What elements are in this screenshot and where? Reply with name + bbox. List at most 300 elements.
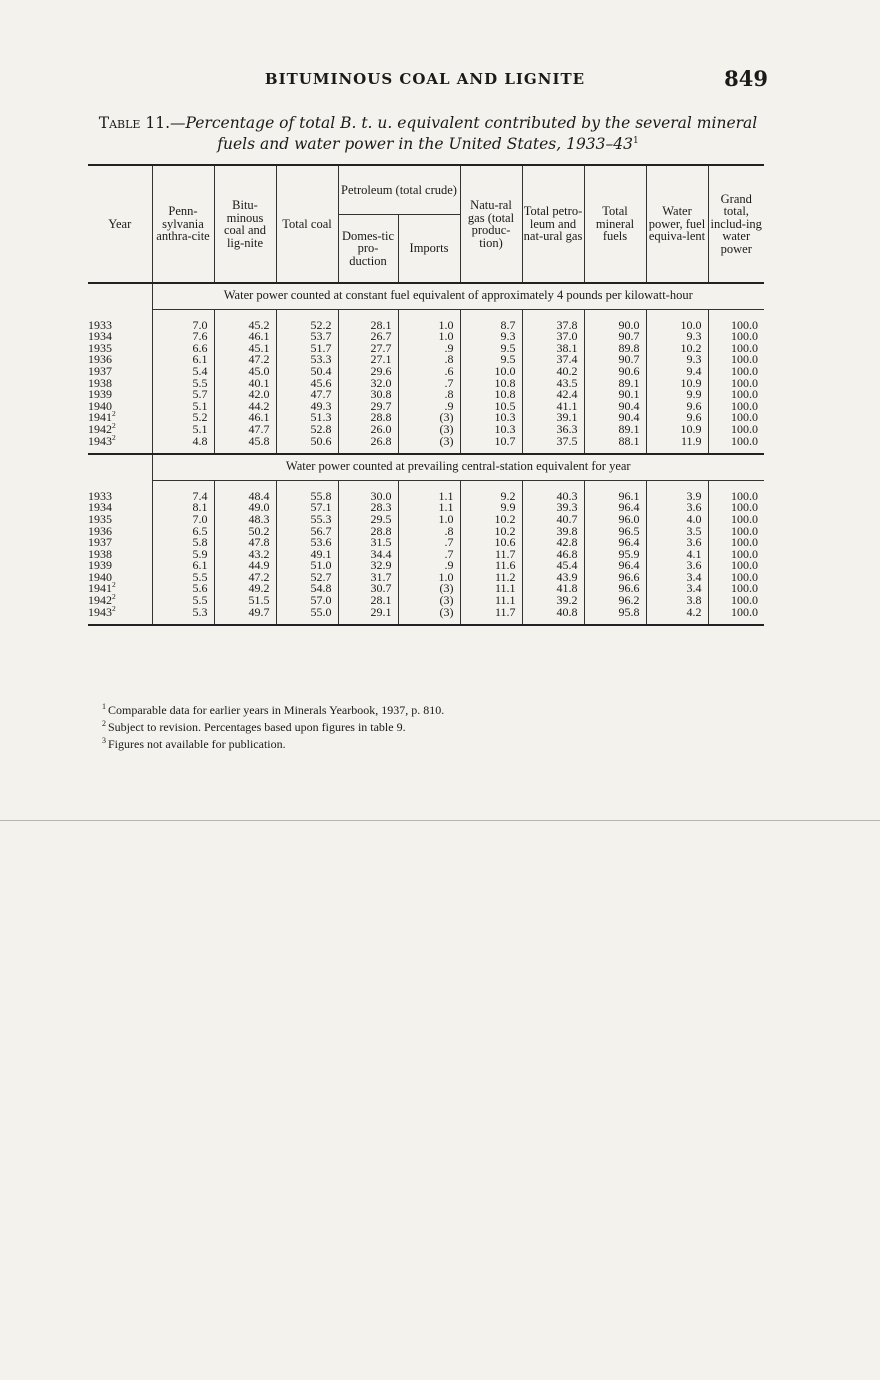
table-row bbox=[88, 401, 764, 413]
row-year-label: 1933 bbox=[88, 317, 112, 332]
table-cell: 49.2 bbox=[214, 583, 276, 595]
table-cell: 1.0 bbox=[398, 572, 460, 584]
table-cell: 55.3 bbox=[276, 514, 338, 526]
table-row bbox=[88, 514, 764, 526]
table-row bbox=[88, 320, 764, 332]
footnotes bbox=[102, 700, 702, 751]
footnote bbox=[102, 734, 702, 751]
table-cell: 43.9 bbox=[522, 572, 584, 584]
table-cell: 53.6 bbox=[276, 537, 338, 549]
table-cell: 37.0 bbox=[522, 331, 584, 343]
table-cell: 96.6 bbox=[584, 583, 646, 595]
section-heading-spacer bbox=[88, 283, 152, 309]
row-year-label: 1939 bbox=[88, 387, 112, 402]
table-cell: 88.1 bbox=[584, 436, 646, 448]
table-cell: 11.2 bbox=[460, 572, 522, 584]
section-heading: Water power counted at constant fuel equivalent of approximately 4 pounds per kilowatt-hour bbox=[152, 283, 764, 309]
table-cell: 96.4 bbox=[584, 560, 646, 572]
row-year-label: 1938 bbox=[88, 375, 112, 390]
table-cell: (3) bbox=[398, 436, 460, 448]
table-cell: 30.0 bbox=[338, 491, 398, 503]
table-cell: 48.3 bbox=[214, 514, 276, 526]
table-cell: 89.8 bbox=[584, 343, 646, 355]
table-row bbox=[88, 502, 764, 514]
table-cell: 11.9 bbox=[646, 436, 708, 448]
table-cell: 100.0 bbox=[731, 593, 758, 608]
table-cell: 5.4 bbox=[152, 366, 214, 378]
table-cell: 41.1 bbox=[522, 401, 584, 413]
table-cell: 6.1 bbox=[152, 560, 214, 572]
row-year-label: 1933 bbox=[88, 488, 112, 503]
table-cell: 100.0 bbox=[731, 535, 758, 550]
table-row bbox=[88, 583, 764, 595]
table-cell: 28.1 bbox=[338, 320, 398, 332]
table-cell: 49.0 bbox=[214, 502, 276, 514]
table-cell: 8.7 bbox=[460, 320, 522, 332]
table-cell: 26.8 bbox=[338, 436, 398, 448]
table-cell: 100.0 bbox=[731, 387, 758, 402]
table-cell: 37.5 bbox=[522, 436, 584, 448]
table-cell: 5.3 bbox=[152, 607, 214, 619]
footnote-text: Figures not available for publication. bbox=[108, 737, 286, 751]
table-cell: 37.4 bbox=[522, 354, 584, 366]
table-cell: 1.0 bbox=[398, 514, 460, 526]
table-cell: 100.0 bbox=[731, 433, 758, 448]
row-year-label: 1935 bbox=[88, 511, 112, 526]
table-cell: 3.5 bbox=[646, 526, 708, 538]
table-cell: .7 bbox=[398, 537, 460, 549]
table-cell: 11.7 bbox=[460, 607, 522, 619]
table-cell: 100.0 bbox=[731, 500, 758, 515]
row-year-label: 1937 bbox=[88, 535, 112, 550]
table-cell: 5.1 bbox=[152, 424, 214, 436]
table-cell: 7.6 bbox=[152, 331, 214, 343]
col-header-water-power: Water power, fuel equiva-lent bbox=[646, 165, 708, 283]
row-footnote-mark: 2 bbox=[112, 603, 116, 613]
table-cell: 11.7 bbox=[460, 549, 522, 561]
table-cell: 42.4 bbox=[522, 389, 584, 401]
table-cell: 30.7 bbox=[338, 583, 398, 595]
footnote-text: Subject to revision. Percentages based upon figures in table 9. bbox=[108, 720, 406, 734]
row-footnote-mark: 2 bbox=[112, 409, 116, 419]
table-cell: 3.6 bbox=[646, 560, 708, 572]
row-year-label: 1941 bbox=[88, 410, 112, 425]
table-row bbox=[88, 607, 764, 619]
table-cell: 100.0 bbox=[731, 340, 758, 355]
row-year-label: 1939 bbox=[88, 558, 112, 573]
table-cell: 40.3 bbox=[522, 491, 584, 503]
table-cell: 96.5 bbox=[584, 526, 646, 538]
table-cell: 89.1 bbox=[584, 378, 646, 390]
table-cell: 89.1 bbox=[584, 424, 646, 436]
table-cell: 26.0 bbox=[338, 424, 398, 436]
table-cell: 10.6 bbox=[460, 537, 522, 549]
table-cell: 10.8 bbox=[460, 389, 522, 401]
table-cell: 46.1 bbox=[214, 412, 276, 424]
table-cell: 100.0 bbox=[731, 569, 758, 584]
table-cell: 55.8 bbox=[276, 491, 338, 503]
row-year-label: 1935 bbox=[88, 340, 112, 355]
table-cell: 100.0 bbox=[731, 558, 758, 573]
col-header-anthracite: Penn-sylvania anthra-cite bbox=[152, 165, 214, 283]
table-cell: 5.6 bbox=[152, 583, 214, 595]
table-row bbox=[88, 378, 764, 390]
table-cell: 10.7 bbox=[460, 436, 522, 448]
table-cell: 26.7 bbox=[338, 331, 398, 343]
table-row bbox=[88, 331, 764, 343]
table-cell: 100.0 bbox=[731, 410, 758, 425]
table-cell: 38.1 bbox=[522, 343, 584, 355]
table-row bbox=[88, 424, 764, 436]
row-year-label: 1940 bbox=[88, 398, 112, 413]
table-cell: 11.1 bbox=[460, 595, 522, 607]
table-cell: 27.1 bbox=[338, 354, 398, 366]
table-cell: .8 bbox=[398, 526, 460, 538]
table-row bbox=[88, 526, 764, 538]
table-cell: 27.7 bbox=[338, 343, 398, 355]
table-cell: 52.7 bbox=[276, 572, 338, 584]
row-year-label: 1940 bbox=[88, 569, 112, 584]
table-cell: .9 bbox=[398, 343, 460, 355]
table-cell: 52.8 bbox=[276, 424, 338, 436]
table-cell: 39.3 bbox=[522, 502, 584, 514]
table-cell: 9.2 bbox=[460, 491, 522, 503]
table-cell: 90.4 bbox=[584, 401, 646, 413]
table-cell: 10.3 bbox=[460, 412, 522, 424]
table-cell: 90.6 bbox=[584, 366, 646, 378]
table-row bbox=[88, 491, 764, 503]
table-cell: 46.1 bbox=[214, 331, 276, 343]
table-cell: 55.0 bbox=[276, 607, 338, 619]
table-body bbox=[88, 283, 764, 625]
page-fold-line bbox=[0, 820, 880, 821]
table-cell: 42.0 bbox=[214, 389, 276, 401]
table-cell: 4.0 bbox=[646, 514, 708, 526]
table-cell: 3.6 bbox=[646, 537, 708, 549]
table-cell: 41.8 bbox=[522, 583, 584, 595]
table-cell: 45.2 bbox=[214, 320, 276, 332]
table-cell: 90.4 bbox=[584, 412, 646, 424]
table-row bbox=[88, 412, 764, 424]
table-row bbox=[88, 537, 764, 549]
table-cell: (3) bbox=[398, 424, 460, 436]
table-cell: 100.0 bbox=[731, 421, 758, 436]
table-cell: 90.7 bbox=[584, 331, 646, 343]
table-cell: 45.6 bbox=[276, 378, 338, 390]
table-cell: .8 bbox=[398, 354, 460, 366]
table-cell: 45.0 bbox=[214, 366, 276, 378]
row-year-label: 1942 bbox=[88, 421, 112, 436]
table-cell: 50.6 bbox=[276, 436, 338, 448]
table-cell: 96.6 bbox=[584, 572, 646, 584]
table-cell: 100.0 bbox=[731, 363, 758, 378]
table-cell: 95.8 bbox=[584, 607, 646, 619]
table-cell: 9.3 bbox=[460, 331, 522, 343]
footnote-text: Comparable data for earlier years in Minerals Yearbook, 1937, p. 810. bbox=[108, 703, 445, 717]
col-header-total-mineral: Total mineral fuels bbox=[584, 165, 646, 283]
table-cell: 51.3 bbox=[276, 412, 338, 424]
table-cell: .9 bbox=[398, 401, 460, 413]
table-cell: 100.0 bbox=[731, 352, 758, 367]
table-cell: 1.0 bbox=[398, 331, 460, 343]
table-row bbox=[88, 595, 764, 607]
table-cell: 5.5 bbox=[152, 378, 214, 390]
table-row bbox=[88, 389, 764, 401]
table-cell: .7 bbox=[398, 378, 460, 390]
section-heading-spacer bbox=[88, 454, 152, 480]
table-cell: 45.1 bbox=[214, 343, 276, 355]
table-cell: 100.0 bbox=[731, 317, 758, 332]
table-row bbox=[88, 549, 764, 561]
table-cell: 46.8 bbox=[522, 549, 584, 561]
table-cell: 5.2 bbox=[152, 412, 214, 424]
table-cell: 100.0 bbox=[731, 604, 758, 619]
table-cell: 39.1 bbox=[522, 412, 584, 424]
table-row bbox=[88, 354, 764, 366]
table-cell: 3.9 bbox=[646, 491, 708, 503]
table-cell: 11.1 bbox=[460, 583, 522, 595]
table-cell: 4.1 bbox=[646, 549, 708, 561]
table-cell: 7.0 bbox=[152, 320, 214, 332]
row-year bbox=[88, 603, 152, 619]
table-cell: 9.9 bbox=[460, 502, 522, 514]
table-cell: 5.1 bbox=[152, 401, 214, 413]
col-header-year: Year bbox=[88, 165, 152, 283]
table-cell: 30.8 bbox=[338, 389, 398, 401]
table-cell: 28.8 bbox=[338, 412, 398, 424]
table-cell: 44.9 bbox=[214, 560, 276, 572]
table-cell: 10.3 bbox=[460, 424, 522, 436]
table-cell: 100.0 bbox=[731, 581, 758, 596]
row-year-label: 1942 bbox=[88, 593, 112, 608]
col-header-imports: Imports bbox=[398, 215, 460, 284]
table-cell: 29.7 bbox=[338, 401, 398, 413]
table-cell: 10.5 bbox=[460, 401, 522, 413]
footnote-mark: 3 bbox=[102, 736, 106, 745]
table-cell: 6.5 bbox=[152, 526, 214, 538]
table-cell: 57.1 bbox=[276, 502, 338, 514]
table-row bbox=[88, 560, 764, 572]
table-cell: 9.9 bbox=[646, 389, 708, 401]
table-cell: 31.5 bbox=[338, 537, 398, 549]
row-year-label: 1934 bbox=[88, 329, 112, 344]
table-cell: 47.2 bbox=[214, 572, 276, 584]
table-cell: 10.2 bbox=[460, 514, 522, 526]
table-cell: 52.2 bbox=[276, 320, 338, 332]
table-cell: 49.3 bbox=[276, 401, 338, 413]
table-cell: 51.0 bbox=[276, 560, 338, 572]
table-cell: 50.4 bbox=[276, 366, 338, 378]
col-header-natural-gas: Natu-ral gas (total produc-tion) bbox=[460, 165, 522, 283]
table-cell: 90.7 bbox=[584, 354, 646, 366]
table-cell: 36.3 bbox=[522, 424, 584, 436]
row-year-label: 1937 bbox=[88, 363, 112, 378]
table-row bbox=[88, 343, 764, 355]
table-cell: 39.2 bbox=[522, 595, 584, 607]
col-header-bituminous: Bitu-minous coal and lig-nite bbox=[214, 165, 276, 283]
table-cell: .9 bbox=[398, 560, 460, 572]
table-cell: 1.0 bbox=[398, 320, 460, 332]
table-cell: 39.8 bbox=[522, 526, 584, 538]
table-cell: 31.7 bbox=[338, 572, 398, 584]
table-cell: 10.8 bbox=[460, 378, 522, 390]
table-cell: 40.1 bbox=[214, 378, 276, 390]
table-cell: 51.5 bbox=[214, 595, 276, 607]
table-cell: 11.6 bbox=[460, 560, 522, 572]
table-cell: 7.4 bbox=[152, 491, 214, 503]
table-cell: 9.3 bbox=[646, 354, 708, 366]
table-cell: 3.8 bbox=[646, 595, 708, 607]
col-header-petroleum: Petroleum (total crude) bbox=[338, 165, 460, 215]
table-cell: .8 bbox=[398, 389, 460, 401]
table-cell: 32.0 bbox=[338, 378, 398, 390]
table-cell: 28.3 bbox=[338, 502, 398, 514]
col-header-total-coal: Total coal bbox=[276, 165, 338, 283]
table-cell: 9.5 bbox=[460, 354, 522, 366]
table-cell: 28.1 bbox=[338, 595, 398, 607]
table-cell: 44.2 bbox=[214, 401, 276, 413]
row-year-label: 1936 bbox=[88, 523, 112, 538]
table-cell: 96.4 bbox=[584, 537, 646, 549]
table-cell: 53.7 bbox=[276, 331, 338, 343]
table-cell: 51.7 bbox=[276, 343, 338, 355]
table-cell: 6.6 bbox=[152, 343, 214, 355]
table-cell: 10.2 bbox=[460, 526, 522, 538]
table-cell: 6.1 bbox=[152, 354, 214, 366]
table-cell: 53.3 bbox=[276, 354, 338, 366]
table-cell: .6 bbox=[398, 366, 460, 378]
section-heading: Water power counted at prevailing central-station equivalent for year bbox=[152, 454, 764, 480]
table-cell: 34.4 bbox=[338, 549, 398, 561]
table-cell: 96.0 bbox=[584, 514, 646, 526]
row-footnote-mark: 2 bbox=[112, 432, 116, 442]
row-year-label: 1934 bbox=[88, 500, 112, 515]
table-cell: 5.5 bbox=[152, 572, 214, 584]
data-table bbox=[88, 164, 764, 626]
table-cell: 43.2 bbox=[214, 549, 276, 561]
table-cell: (3) bbox=[398, 595, 460, 607]
table-cell: 9.4 bbox=[646, 366, 708, 378]
table-cell: 3.4 bbox=[646, 572, 708, 584]
table-title bbox=[88, 114, 768, 153]
row-year-label: 1941 bbox=[88, 581, 112, 596]
table-cell: 9.6 bbox=[646, 401, 708, 413]
footnote-mark: 1 bbox=[102, 702, 106, 711]
table-cell: 10.2 bbox=[646, 343, 708, 355]
table-cell: (3) bbox=[398, 583, 460, 595]
table-row bbox=[88, 366, 764, 378]
table-cell: 29.5 bbox=[338, 514, 398, 526]
table-cell: 100.0 bbox=[731, 546, 758, 561]
table-cell: 100.0 bbox=[731, 523, 758, 538]
row-year-label: 1943 bbox=[88, 433, 112, 448]
col-header-total-petroleum-gas: Total petro-leum and nat-ural gas bbox=[522, 165, 584, 283]
table-cell: 95.9 bbox=[584, 549, 646, 561]
table-cell: 49.1 bbox=[276, 549, 338, 561]
table-cell: 42.8 bbox=[522, 537, 584, 549]
table-cell: 49.7 bbox=[214, 607, 276, 619]
table-cell: 47.7 bbox=[276, 389, 338, 401]
table-caption-note: 1 bbox=[633, 136, 639, 146]
table-cell: 54.8 bbox=[276, 583, 338, 595]
row-year-label: 1938 bbox=[88, 546, 112, 561]
table-cell: 37.8 bbox=[522, 320, 584, 332]
table-cell: 28.8 bbox=[338, 526, 398, 538]
table-cell: 3.4 bbox=[646, 583, 708, 595]
col-header-grand-total: Grand total, includ-ing water power bbox=[708, 165, 764, 283]
table-cell: 47.7 bbox=[214, 424, 276, 436]
table-cell: 3.6 bbox=[646, 502, 708, 514]
row-footnote-mark: 2 bbox=[112, 592, 116, 602]
table-cell: 50.2 bbox=[214, 526, 276, 538]
footnote-mark: 2 bbox=[102, 719, 106, 728]
table-cell: 10.0 bbox=[460, 366, 522, 378]
table-cell: 57.0 bbox=[276, 595, 338, 607]
table-cell: 7.0 bbox=[152, 514, 214, 526]
table-cell: 29.6 bbox=[338, 366, 398, 378]
table-cell: 48.4 bbox=[214, 491, 276, 503]
table-cell: (3) bbox=[398, 412, 460, 424]
table-cell: 40.8 bbox=[522, 607, 584, 619]
table-cell: 10.0 bbox=[646, 320, 708, 332]
table-cell: 4.2 bbox=[646, 607, 708, 619]
table-cell: 5.8 bbox=[152, 537, 214, 549]
table-caption: —Percentage of total B. t. u. equivalent contributed by the several mineral fuels and water power in the United States, 1933–43 bbox=[170, 114, 758, 154]
table-cell: 43.5 bbox=[522, 378, 584, 390]
table-cell: 9.6 bbox=[646, 412, 708, 424]
table-cell: 40.2 bbox=[522, 366, 584, 378]
table-cell: 47.8 bbox=[214, 537, 276, 549]
table-row bbox=[88, 436, 764, 448]
table-cell: 4.8 bbox=[152, 436, 214, 448]
footnote bbox=[102, 700, 702, 717]
table-cell: (3) bbox=[398, 607, 460, 619]
table-cell: 47.2 bbox=[214, 354, 276, 366]
row-footnote-mark: 2 bbox=[112, 580, 116, 590]
table-cell: 45.8 bbox=[214, 436, 276, 448]
row-year bbox=[88, 432, 152, 448]
table-cell: 5.5 bbox=[152, 595, 214, 607]
table-cell: 90.1 bbox=[584, 389, 646, 401]
table-label: Table 11. bbox=[98, 114, 171, 132]
footnote bbox=[102, 717, 702, 734]
table-cell: 100.0 bbox=[731, 329, 758, 344]
table-cell: 5.7 bbox=[152, 389, 214, 401]
table-cell: 56.7 bbox=[276, 526, 338, 538]
table-cell: 10.9 bbox=[646, 378, 708, 390]
table-cell: 32.9 bbox=[338, 560, 398, 572]
table-cell: 29.1 bbox=[338, 607, 398, 619]
page-number: 849 bbox=[724, 66, 768, 91]
table-cell: 96.2 bbox=[584, 595, 646, 607]
row-year-label: 1936 bbox=[88, 352, 112, 367]
running-head: BITUMINOUS COAL AND LIGNITE bbox=[264, 70, 586, 88]
row-footnote-mark: 2 bbox=[112, 420, 116, 430]
table-cell: 9.3 bbox=[646, 331, 708, 343]
table-cell: 5.9 bbox=[152, 549, 214, 561]
table-cell: 40.7 bbox=[522, 514, 584, 526]
table-cell: 9.5 bbox=[460, 343, 522, 355]
table-cell: 8.1 bbox=[152, 502, 214, 514]
table-cell: 100.0 bbox=[731, 375, 758, 390]
table-cell: 45.4 bbox=[522, 560, 584, 572]
section-heading-row bbox=[88, 283, 764, 309]
table-cell: 1.1 bbox=[398, 502, 460, 514]
table-row bbox=[88, 572, 764, 584]
table-cell: 100.0 bbox=[731, 398, 758, 413]
table-cell: .7 bbox=[398, 549, 460, 561]
row-year-label: 1943 bbox=[88, 604, 112, 619]
